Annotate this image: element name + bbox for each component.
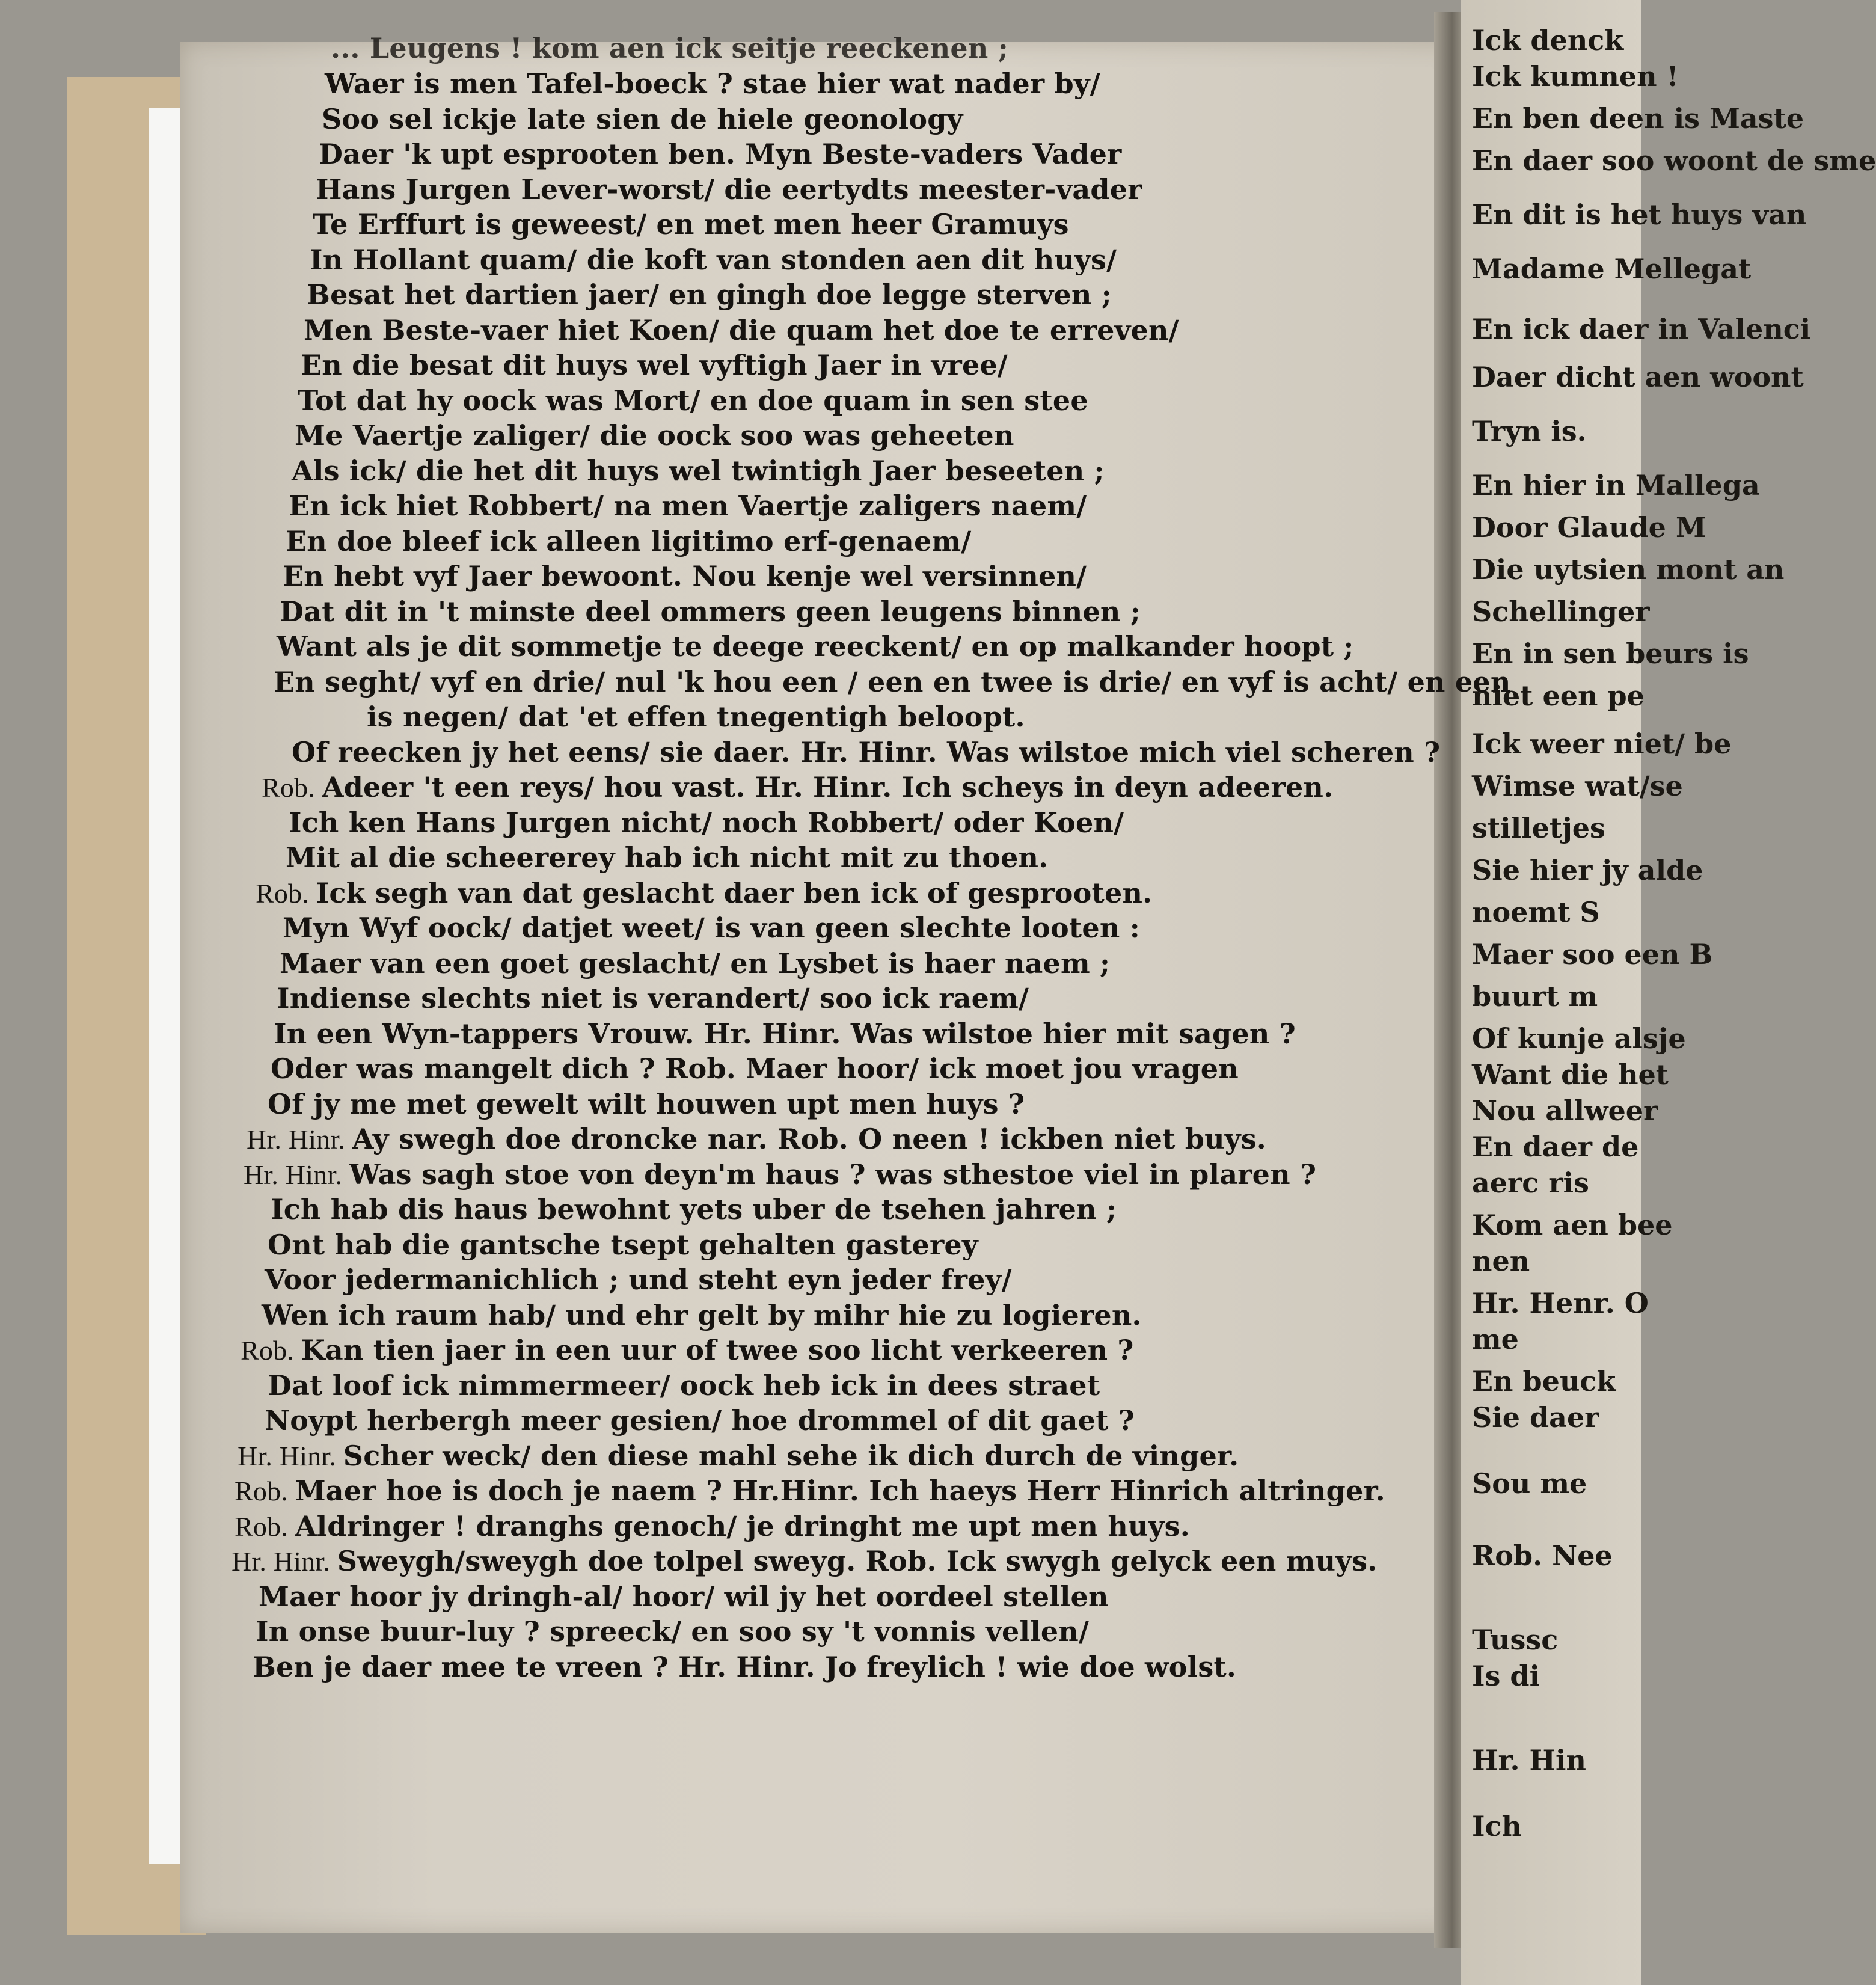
verse-text: Oder was mangelt dich ? Rob. Maer hoor/ ick moet jou vragen [271,1052,1239,1085]
verse-line [228,1473,1515,1509]
verse-text: Adeer 't een reys/ hou vast. Hr. Hinr. Ich scheys in deyn adeeren. [322,771,1334,803]
verse-line [228,699,1515,735]
right-page-fragment: En daer de [1472,1131,1639,1163]
verse-line [228,1368,1515,1404]
verse-text: Sweygh/sweygh doe tolpel sweyg. Rob. Ick swygh gelyck een muys. [337,1545,1378,1577]
verse-text: In onse buur-luy ? spreeck/ en soo sy 't vonnis vellen/ [256,1615,1089,1648]
right-page-fragment: Hr. Hin [1472,1744,1586,1776]
right-page-fragment: En daer soo woont de sme [1472,144,1876,177]
verse-line [228,629,1515,664]
right-page-fragment: Hr. Henr. O [1472,1287,1649,1319]
verse-text: Mit al die scheererey hab ich nicht mit zu thoen. [286,841,1049,874]
verse-line [228,559,1515,594]
right-page-fragment: Is di [1472,1660,1540,1692]
verse-text: Men Beste-vaer hiet Koen/ die quam het doe te erreven/ [304,313,1179,346]
right-page-fragment: Rob. Nee [1472,1539,1613,1572]
verse-line [228,1614,1515,1649]
verse-text: Daer 'k upt esprooten ben. Myn Beste-vaders Vader [319,138,1122,170]
verse-line [228,1051,1515,1087]
right-page-fragment: En in sen beurs is [1472,637,1749,670]
verse-text: Maer hoor jy dringh-al/ hoor/ wil jy het oordeel stellen [259,1580,1109,1613]
right-page-fragment: Ich [1472,1810,1522,1842]
verse-line [228,1403,1515,1438]
verse-line [228,1262,1515,1298]
verse-lines [228,66,1515,1684]
verse-line [228,348,1515,383]
verse-line [228,137,1515,172]
right-page-fragment: En hier in Mallega [1472,469,1760,502]
verse-line [228,876,1515,911]
verse-line [228,735,1515,770]
right-page-fragment: stilletjes [1472,812,1605,844]
verse-text: is negen/ dat 'et effen tnegentigh beloopt. [367,701,1025,733]
right-page-fragment: Of kunje alsje [1472,1022,1686,1055]
verse-line [228,1016,1515,1052]
right-page-fragment: Tussc [1472,1624,1559,1656]
verse-line [228,1298,1515,1333]
verse-line [228,102,1515,137]
verse-text: Maer hoe is doch je naem ? Hr.Hinr. Ich haeys Herr Hinrich altringer. [295,1474,1385,1507]
verse-text: En doe bleef ick alleen ligitimo erf-genaem/ [286,524,972,557]
right-page-fragment: me [1472,1323,1519,1355]
verse-text: Als ick/ die het dit huys wel twintigh Jaer beseeten ; [292,454,1105,487]
right-page-fragment: En ick daer in Valenci [1472,313,1811,345]
verse-line [228,1121,1515,1157]
speaker-label: Rob. [256,877,316,909]
speaker-label: Rob. [234,1511,295,1542]
right-page-fragment: Wimse wat/se [1472,770,1683,802]
verse-line [228,313,1515,348]
verse-text: Kan tien jaer in een uur of twee soo licht verkeeren ? [301,1334,1134,1366]
verse-text: Maer van een goet geslacht/ en Lysbet is haer naem ; [280,946,1111,980]
right-page-fragment: En ben deen is Maste [1472,102,1804,135]
right-page-fragment: niet een pe [1472,680,1645,712]
verse-text: Want als je dit sommetje te deege reeckent/ en op malkander hoopt ; [277,630,1354,663]
verse-text: En seght/ vyf en drie/ nul 'k hou een / een en twee is drie/ en vyf is acht/ en een [274,665,1511,698]
verse-line [228,418,1515,453]
verse-line [228,277,1515,313]
speaker-label: Hr. Hinr. [231,1546,337,1577]
verse-text: Dat loof ick nimmermeer/ oock heb ick in dees straet [268,1369,1100,1402]
right-page-fragment: Die uytsien mont an [1472,553,1785,586]
verse-text: Wen ich raum hab/ und ehr gelt by mihr hie zu logieren. [262,1298,1142,1331]
right-page-fragment: Ick weer niet/ be [1472,728,1732,760]
speaker-label: Rob. [241,1335,301,1366]
verse-line [228,1649,1515,1685]
verse-line [228,770,1515,805]
verse-text: Tot dat hy oock was Mort/ en doe quam in sen stee [298,384,1088,417]
verse-line [228,1157,1515,1192]
verse-text: Of reecken jy het eens/ sie daer. Hr. Hinr. Was wilstoe mich viel scheren ? [292,735,1441,769]
top-partial-line: ... Leugens ! kom aen ick seitje reeckenen ; [331,32,1008,64]
verse-text: Waer is men Tafel-boeck ? stae hier wat nader by/ [325,67,1100,100]
verse-text: Ich ken Hans Jurgen nicht/ noch Robbert/ oder Koen/ [289,806,1124,839]
right-page-fragment: Daer dicht aen woont [1472,361,1804,393]
verse-line [228,664,1515,700]
verse-text: Besat het dartien jaer/ en gingh doe legge sterven ; [307,278,1112,311]
verse-line [228,1227,1515,1263]
right-page-fragment: Kom aen bee [1472,1209,1673,1241]
verse-text: Ay swegh doe droncke nar. Rob. O neen ! ickben niet buys. [352,1123,1267,1155]
right-page-fragment: Ick kumnen ! [1472,60,1679,93]
verse-text: Soo sel ickje late sien de hiele geonology [322,102,963,135]
right-page-fragment: Tryn is. [1472,415,1587,447]
verse-text: Myn Wyf oock/ datjet weet/ is van geen slechte looten : [283,912,1140,944]
right-page-fragment: aerc ris [1472,1167,1589,1199]
verse-text: Te Erffurt is geweest/ en met men heer Gramuys [313,208,1069,241]
verse-line [228,1509,1515,1544]
verse-text: Noypt herbergh meer gesien/ hoe drommel of dit gaet ? [265,1404,1135,1437]
verse-text: En hebt vyf Jaer bewoont. Nou kenje wel versinnen/ [283,560,1087,592]
speaker-label: Hr. Hinr. [244,1159,349,1190]
verse-text: In Hollant quam/ die koft van stonden aen dit huys/ [310,243,1117,276]
verse-line [228,524,1515,559]
speaker-label: Hr. Hinr. [238,1440,343,1471]
verse-line [228,1438,1515,1474]
verse-text: Of jy me met gewelt wilt houwen upt men huys ? [268,1087,1025,1120]
verse-line [228,242,1515,278]
page-text [228,32,1515,1684]
verse-line [228,383,1515,419]
verse-line [228,594,1515,630]
right-page-fragment: noemt S [1472,896,1600,928]
verse-line [228,1544,1515,1579]
verse-line [228,910,1515,946]
right-page-fragment: Maer soo een B [1472,938,1713,971]
right-page-fragment: buurt m [1472,980,1598,1013]
verse-line [228,805,1515,841]
right-page-fragment: Ick denck [1472,24,1624,57]
right-page-fragment: Sie daer [1472,1401,1599,1434]
verse-text: Me Vaertje zaliger/ die oock soo was geheeten [295,419,1014,452]
right-page-fragment: Madame Mellegat [1472,253,1752,285]
verse-text: Was sagh stoe von deyn'm haus ? was sthestoe viel in plaren ? [349,1158,1317,1191]
right-page-fragment: nen [1472,1245,1530,1277]
verse-text: Aldringer ! dranghs genoch/ je dringht me upt men huys. [295,1509,1190,1542]
verse-line [228,1192,1515,1227]
verse-line [228,1333,1515,1368]
verse-text: Ich hab dis haus bewohnt yets uber de tsehen jahren ; [271,1193,1117,1226]
verse-text: Hans Jurgen Lever-worst/ die eertydts meester-vader [316,173,1142,206]
verse-text: Ick segh van dat geslacht daer ben ick of gesprooten. [316,876,1153,909]
verse-line [228,946,1515,981]
right-page-fragment: Want die het [1472,1058,1669,1091]
verse-text: Voor jedermanichlich ; und steht eyn jeder frey/ [265,1263,1012,1296]
right-page-fragment: En beuck [1472,1365,1616,1397]
speaker-label: Rob. [262,772,322,803]
verse-text: En ick hiet Robbert/ na men Vaertje zaligers naem/ [289,489,1087,522]
verse-text: Ont hab die gantsche tsept gehalten gasterey [268,1228,978,1261]
verse-text: In een Wyn-tappers Vrouw. Hr. Hinr. Was wilstoe hier mit sagen ? [274,1017,1296,1050]
verse-text: Dat dit in 't minste deel ommers geen leugens binnen ; [280,595,1141,628]
speaker-label: Rob. [234,1476,295,1506]
right-page-fragment: En dit is het huys van [1472,198,1807,231]
right-page-fragment: Schellinger [1472,595,1650,628]
verse-line [228,207,1515,242]
right-page-fragment: Nou allweer [1472,1094,1658,1127]
verse-line [228,66,1515,102]
verse-line [228,1087,1515,1122]
right-page-fragment: Sie hier jy alde [1472,854,1703,886]
verse-line [228,172,1515,207]
verse-text: Scher weck/ den diese mahl sehe ik dich durch de vinger. [343,1439,1239,1472]
verse-text: Ben je daer mee te vreen ? Hr. Hinr. Jo freylich ! wie doe wolst. [253,1650,1237,1683]
verse-text: Indiense slechts niet is verandert/ soo ick raem/ [277,982,1029,1014]
verse-line [228,981,1515,1016]
verse-line [228,453,1515,489]
verse-line [228,840,1515,876]
speaker-label: Hr. Hinr. [247,1124,352,1155]
verse-line [228,1579,1515,1615]
verse-text: En die besat dit huys wel vyftigh Jaer in vree/ [301,349,1008,381]
verse-line [228,488,1515,524]
right-page-fragment: Door Glaude M [1472,511,1706,544]
right-page-fragment: Sou me [1472,1467,1587,1500]
